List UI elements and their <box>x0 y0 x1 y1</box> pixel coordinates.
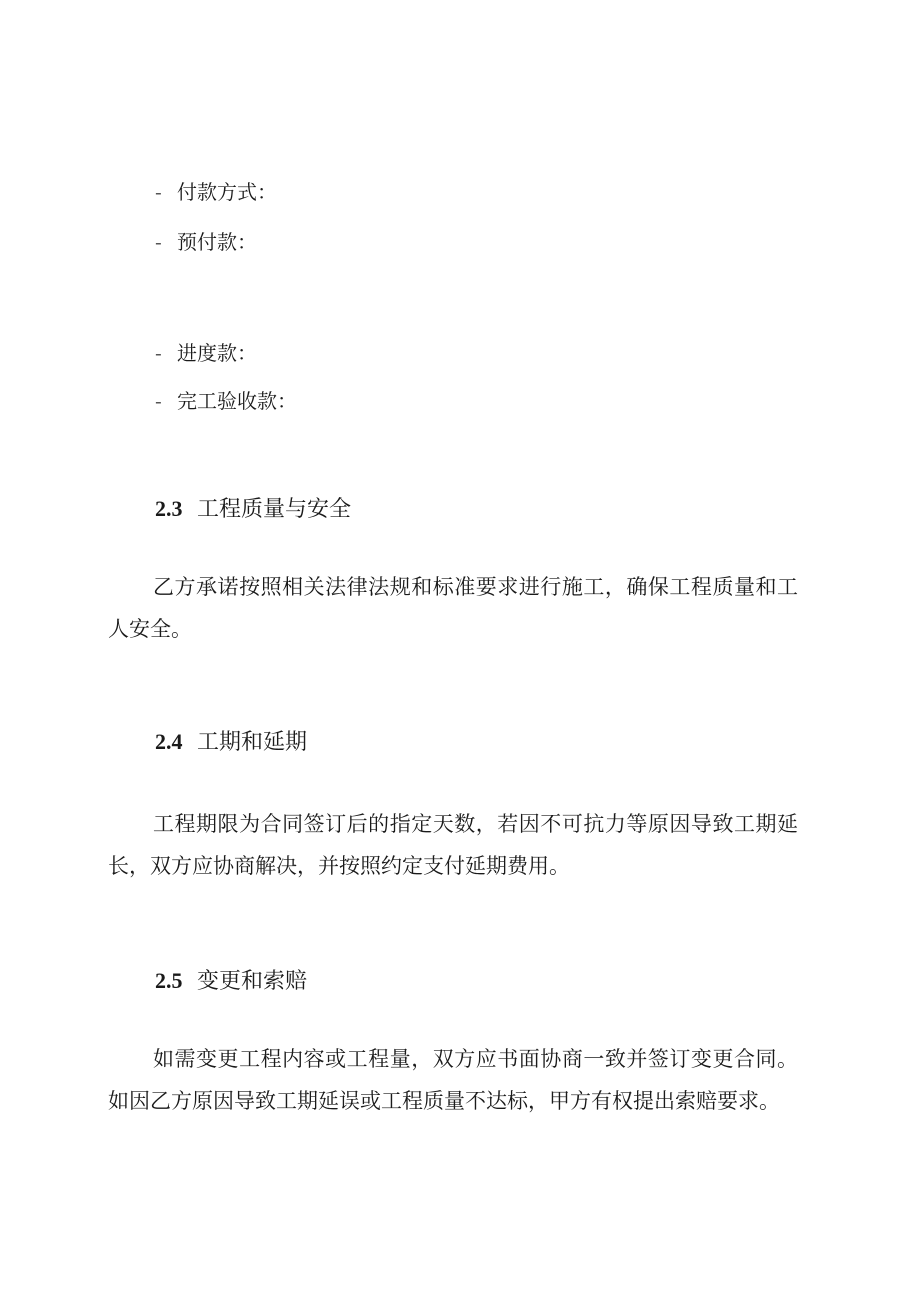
completion-payment-item <box>155 387 297 415</box>
progress-payment-label: 进度款： <box>177 341 257 365</box>
section-body-2-5: 如需变更工程内容或工程量，双方应书面协商一致并签订变更合同。如因乙方原因导致工期延误或工程质量不达标，甲方有权提出索赔要求。 <box>108 1047 798 1113</box>
advance-payment-item <box>155 228 257 256</box>
bullet-dash: - <box>155 230 162 254</box>
bullet-dash: - <box>155 341 162 365</box>
section-number: 2.5 <box>155 968 183 993</box>
section-heading-2-3 <box>155 494 351 525</box>
section-heading-2-4 <box>155 727 307 758</box>
bullet-dash: - <box>155 389 162 413</box>
payment-method-label: 付款方式： <box>177 180 277 204</box>
payment-method-item <box>155 178 277 206</box>
section-title: 工期和延期 <box>197 730 308 755</box>
section-number: 2.4 <box>155 729 183 754</box>
section-number: 2.3 <box>155 496 183 521</box>
section-body-2-3: 乙方承诺按照相关法律法规和标准要求进行施工，确保工程质量和工人安全。 <box>108 575 798 641</box>
advance-payment-label: 预付款： <box>177 230 257 254</box>
section-title: 变更和索赔 <box>197 969 308 994</box>
section-title: 工程质量与安全 <box>197 497 352 522</box>
section-body-2-4: 工程期限为合同签订后的指定天数，若因不可抗力等原因导致工期延长，双方应协商解决，并按照约定支付延期费用。 <box>108 812 798 878</box>
section-heading-2-5 <box>155 966 307 997</box>
progress-payment-item <box>155 339 257 367</box>
bullet-dash: - <box>155 180 162 204</box>
completion-payment-label: 完工验收款： <box>177 389 297 413</box>
